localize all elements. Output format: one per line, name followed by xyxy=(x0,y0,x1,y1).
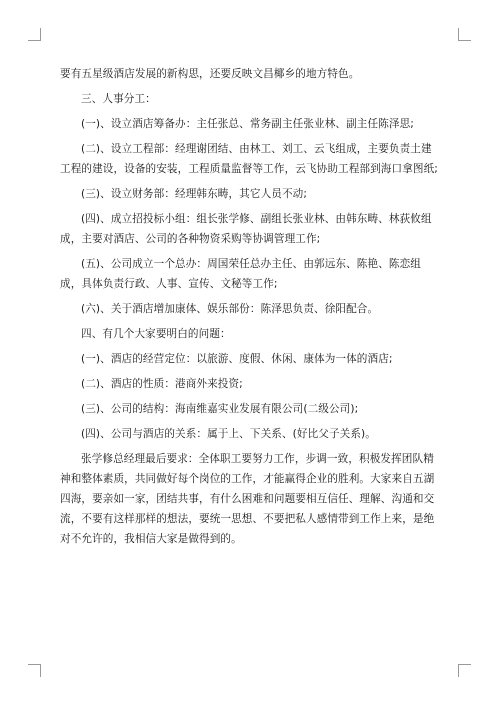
paragraph-8: (六)、关于酒店增加康体、娱乐部份：陈泽思负责、徐阳配合。 xyxy=(81,303,379,315)
paragraph-10: (一)、酒店的经营定位：以旅游、度假、休闲、康体为一体的酒店; xyxy=(81,353,393,365)
paragraph-14: 张学修总经理最后要求：全体职工要努力工作，步调一致，积极发挥团队精神和整体素质，共同做好每个岗位的工作，才能赢得企业的胜利。大家来自五湖四海，要亲如一家，团结共事，有什么困难和问题要相互信任、理解、沟通和交流，不要有这样那样的想法，要统一思想、不要把私人感情带到工作上来，是绝对不允许的，我相信大家是做得到的。 xyxy=(60,453,435,545)
crop-mark-top-right xyxy=(458,28,471,41)
paragraph-7: (五)、公司成立一个总办：周国荣任总办主任、由郭远东、陈艳、陈恋组成，具体负责行政、人事、宣传、文秘等工作; xyxy=(60,258,421,290)
crop-mark-bottom-right xyxy=(458,664,471,677)
crop-mark-bottom-left xyxy=(28,664,41,677)
section-heading-questions: 四、有几个大家要明白的问题： xyxy=(81,328,231,340)
crop-mark-top-left xyxy=(28,28,41,41)
paragraph-3: (一)、设立酒店筹备办：主任张总、常务副主任张业林、副主任陈泽思; xyxy=(81,118,414,130)
paragraph-4: (二)、设立工程部：经理谢团结、由林工、刘工、云飞组成，主要负责土建工程的建设，设备的安装，工程质量监督等工作，云飞协助工程部到海口拿图纸; xyxy=(60,143,438,175)
section-heading-personnel: 三、人事分工： xyxy=(81,93,156,105)
paragraph-13: (四)、公司与酒店的关系：属于上、下关系、(好比父子关系)。 xyxy=(81,428,376,440)
paragraph-1: 要有五星级酒店发展的新构思，还要反映文昌椰乡的地方特色。 xyxy=(60,68,360,80)
paragraph-6: (四)、成立招投标小组：组长张学修、副组长张业林、由韩东畴、林荻攸组成，主要对酒店、公司的各种物资采购等协调管理工作; xyxy=(60,213,432,245)
paragraph-5: (三)、设立财务部：经理韩东畴，其它人员不动; xyxy=(81,188,308,200)
paragraph-12: (三)、公司的结构：海南维嘉实业发展有限公司(二级公司); xyxy=(81,403,359,415)
paragraph-11: (二)、酒店的性质：港商外来投资; xyxy=(81,378,243,390)
document-body xyxy=(60,64,440,549)
